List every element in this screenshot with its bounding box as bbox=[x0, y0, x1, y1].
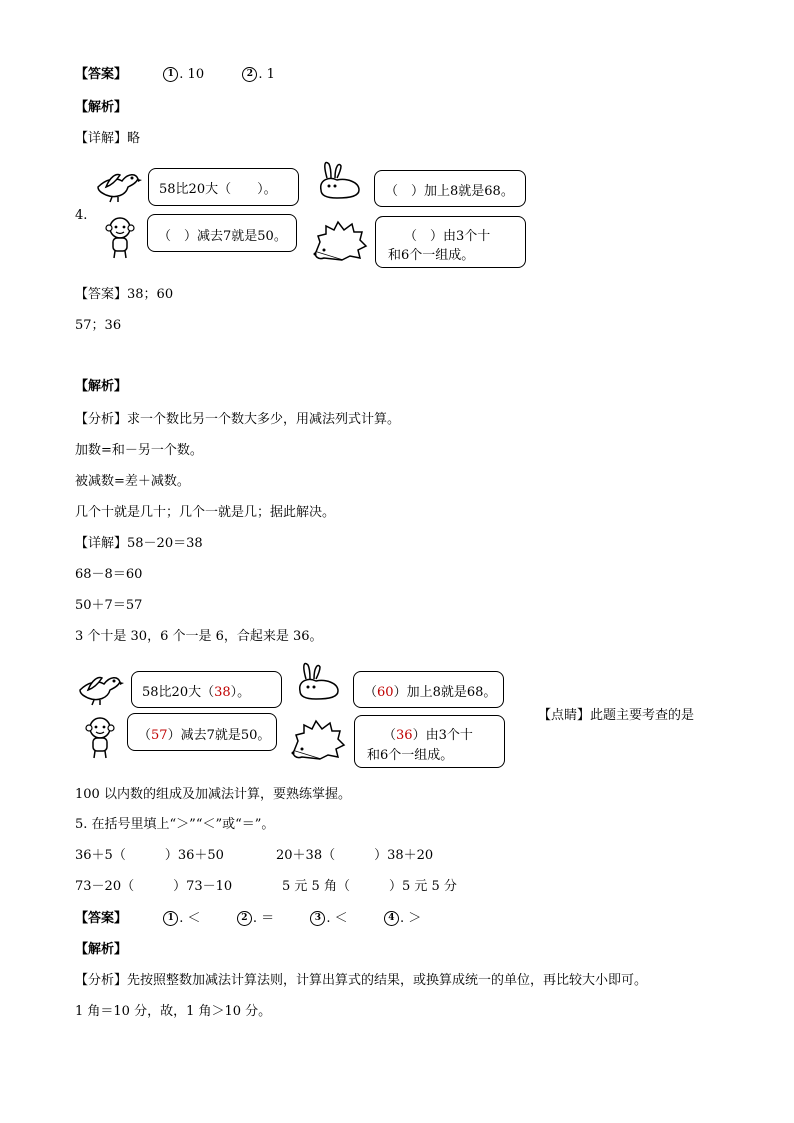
answer-line-1 bbox=[75, 66, 275, 84]
hedgehog-icon bbox=[290, 719, 346, 763]
bird-icon bbox=[74, 668, 124, 706]
circled-number: 1 bbox=[163, 67, 178, 82]
analysis-label: 【解析】 bbox=[75, 100, 128, 115]
bubble-text: （ ）加上8就是68。 bbox=[385, 184, 514, 199]
answer-value: . 10 bbox=[179, 67, 205, 82]
analysis-label: 【解析】 bbox=[75, 379, 128, 394]
speech-bubble-monkey-filled bbox=[127, 713, 277, 751]
monkey-icon bbox=[84, 716, 116, 760]
point-continued: 100 以内数的组成及加减法计算，要熟练掌握。 bbox=[75, 787, 351, 802]
speech-bubble-bird-filled bbox=[131, 671, 282, 708]
rabbit-icon bbox=[294, 661, 342, 701]
analysis-label: 【解析】 bbox=[75, 942, 128, 957]
answer-value: . ＞ bbox=[399, 911, 422, 926]
bubble-text: （36）由3个十 bbox=[383, 728, 473, 743]
detail-line: 3 个十是 30，6 个一是 6，合起来是 36。 bbox=[75, 629, 323, 644]
question-row-2b: 5 元 5 角（ ）5 元 5 分 bbox=[282, 879, 457, 894]
answer-value: . ＜ bbox=[179, 911, 201, 926]
bubble-text: 和6个一组成。 bbox=[388, 248, 475, 263]
speech-bubble-hedgehog bbox=[375, 216, 526, 268]
analysis-line: 【分析】先按照整数加减法计算法则，计算出算式的结果，或换算成统一的单位，再比较大小即可。 bbox=[75, 973, 648, 988]
circled-number: 3 bbox=[310, 911, 325, 926]
answer-label: 【答案】 bbox=[75, 67, 128, 82]
bubble-text: （60）加上8就是68。 bbox=[364, 685, 497, 700]
circled-number: 2 bbox=[237, 911, 252, 926]
speech-bubble-monkey bbox=[147, 214, 297, 252]
answer-line-2: 57；36 bbox=[75, 318, 122, 333]
speech-bubble-rabbit bbox=[374, 170, 526, 207]
question-title: 5. 在括号里填上“＞”“＜”或“＝”。 bbox=[75, 817, 275, 832]
question-row-1a: 36＋5（ ）36＋50 bbox=[75, 848, 224, 863]
question-number: 4. bbox=[75, 208, 88, 223]
detail-line: 【详解】略 bbox=[75, 131, 141, 146]
answer-value: . ＜ bbox=[326, 911, 348, 926]
speech-bubble-rabbit-filled bbox=[353, 671, 504, 708]
analysis-line: 加数=和－另一个数。 bbox=[75, 443, 203, 458]
bubble-text: 58比20大（ ）。 bbox=[159, 182, 277, 197]
detail-line: 【详解】58－20＝38 bbox=[75, 536, 203, 551]
bird-icon bbox=[92, 165, 142, 203]
circled-number: 2 bbox=[242, 67, 257, 82]
answer-value: . ＝ bbox=[252, 911, 275, 926]
speech-bubble-bird bbox=[148, 168, 299, 206]
analysis-line: 【分析】求一个数比另一个数大多少，用减法列式计算。 bbox=[75, 412, 401, 427]
bubble-text: 58比20大（38）。 bbox=[142, 685, 251, 700]
rabbit-icon bbox=[315, 160, 363, 200]
hedgehog-icon bbox=[312, 220, 368, 264]
detail-line: 50＋7＝57 bbox=[75, 598, 143, 613]
answer-line bbox=[75, 910, 421, 928]
circled-number: 4 bbox=[384, 911, 399, 926]
answer-label: 【答案】 bbox=[75, 911, 128, 926]
point-label: 【点睛】此题主要考查的是 bbox=[538, 708, 695, 723]
question-row-1b: 20＋38（ ）38＋20 bbox=[276, 848, 434, 863]
bubble-text: 和6个一组成。 bbox=[367, 748, 454, 763]
bubble-text: （57）减去7就是50。 bbox=[138, 728, 271, 743]
bubble-text: （ ）减去7就是50。 bbox=[158, 229, 287, 244]
answer-line-1: 【答案】38；60 bbox=[75, 287, 174, 302]
detail-line: 68－8＝60 bbox=[75, 567, 143, 582]
analysis-line: 几个十就是几十；几个一就是几；据此解决。 bbox=[75, 505, 336, 520]
answer-value: . 1 bbox=[258, 67, 275, 82]
speech-bubble-hedgehog-filled bbox=[354, 715, 505, 768]
analysis-line: 被减数=差＋减数。 bbox=[75, 474, 190, 489]
analysis-line: 1 角＝10 分，故，1 角＞10 分。 bbox=[75, 1004, 272, 1019]
bubble-text: （ ）由3个十 bbox=[404, 229, 491, 244]
circled-number: 1 bbox=[163, 911, 178, 926]
monkey-icon bbox=[104, 216, 136, 260]
question-row-2a: 73－20（ ）73－10 bbox=[75, 879, 233, 894]
